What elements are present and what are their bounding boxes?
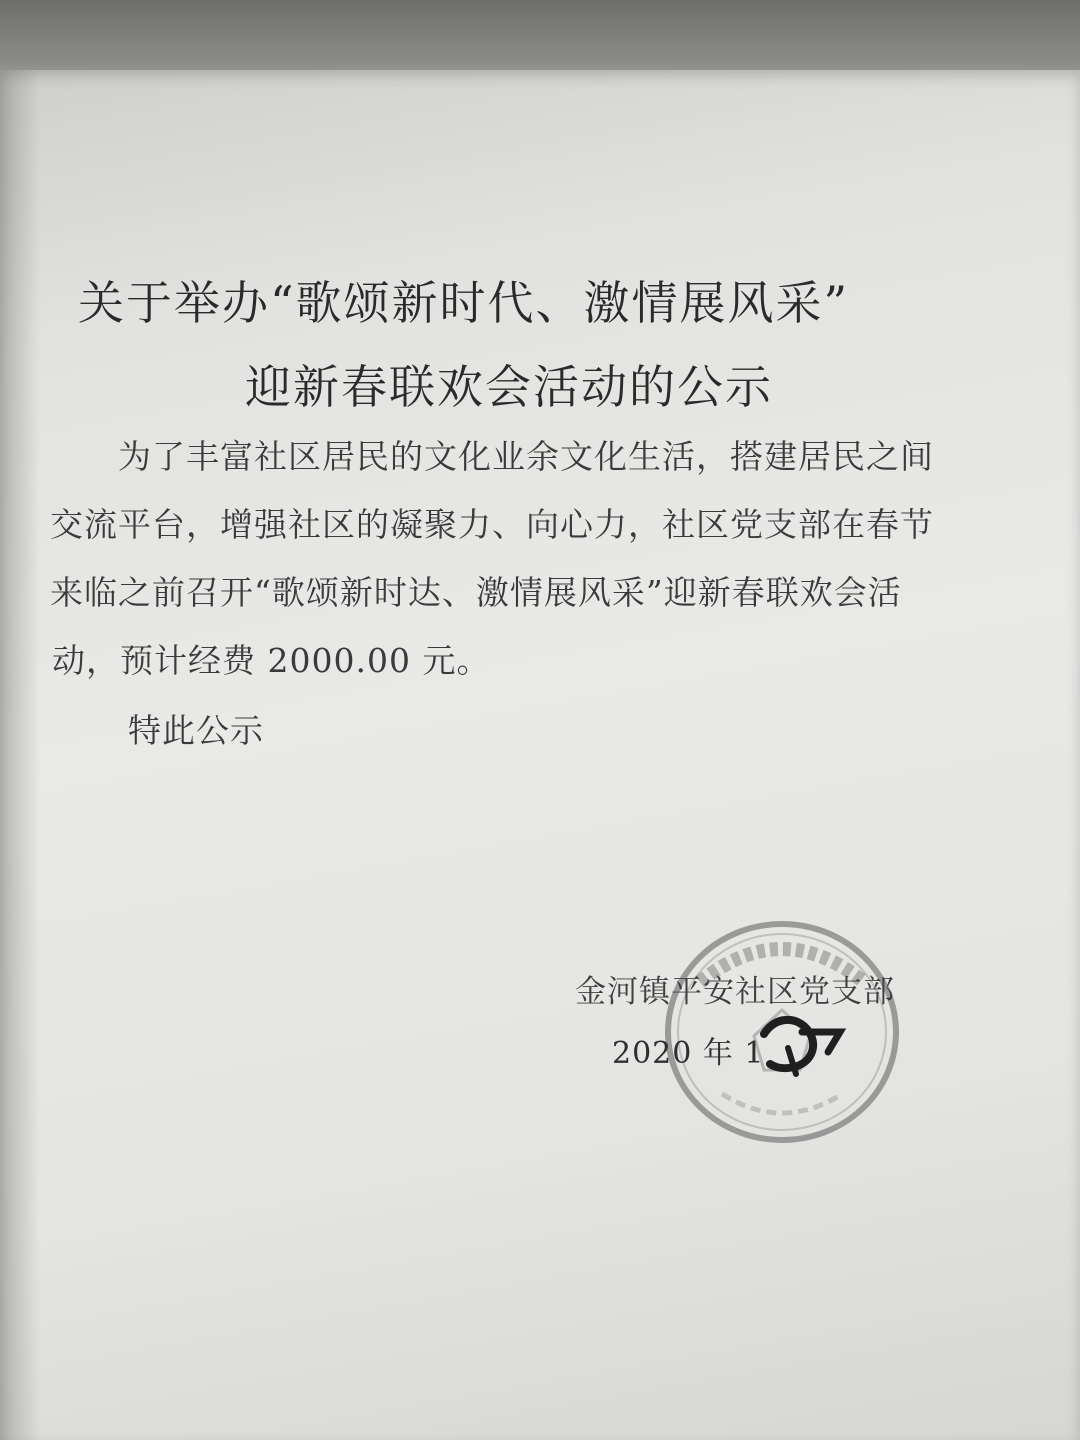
handwritten-signature (758, 1010, 850, 1080)
notice-body-line-2: 交流平台，增强社区的凝聚力、向心力，社区党支部在春节 (50, 505, 934, 544)
notice-closing: 特此公示 (128, 711, 264, 750)
signature-organization: 金河镇平安社区党支部 (575, 974, 895, 1010)
notice-body-line-1: 为了丰富社区居民的文化业余文化生活，搭建居民之间 (118, 437, 934, 476)
signature-date: 2020 年 1 (612, 1036, 765, 1071)
paper-shadow (0, 70, 40, 1440)
notice-body-line-3: 来临之前召开“歌颂新时达、激情展风采”迎新春联欢会活 (50, 573, 902, 612)
notice-body-line-4: 动，预计经费 2000.00 元。 (52, 641, 491, 680)
notice-title-line-1: 关于举办“歌颂新时代、激情展风采” (78, 276, 850, 330)
notice-title-line-2: 迎新春联欢会活动的公示 (245, 360, 773, 414)
